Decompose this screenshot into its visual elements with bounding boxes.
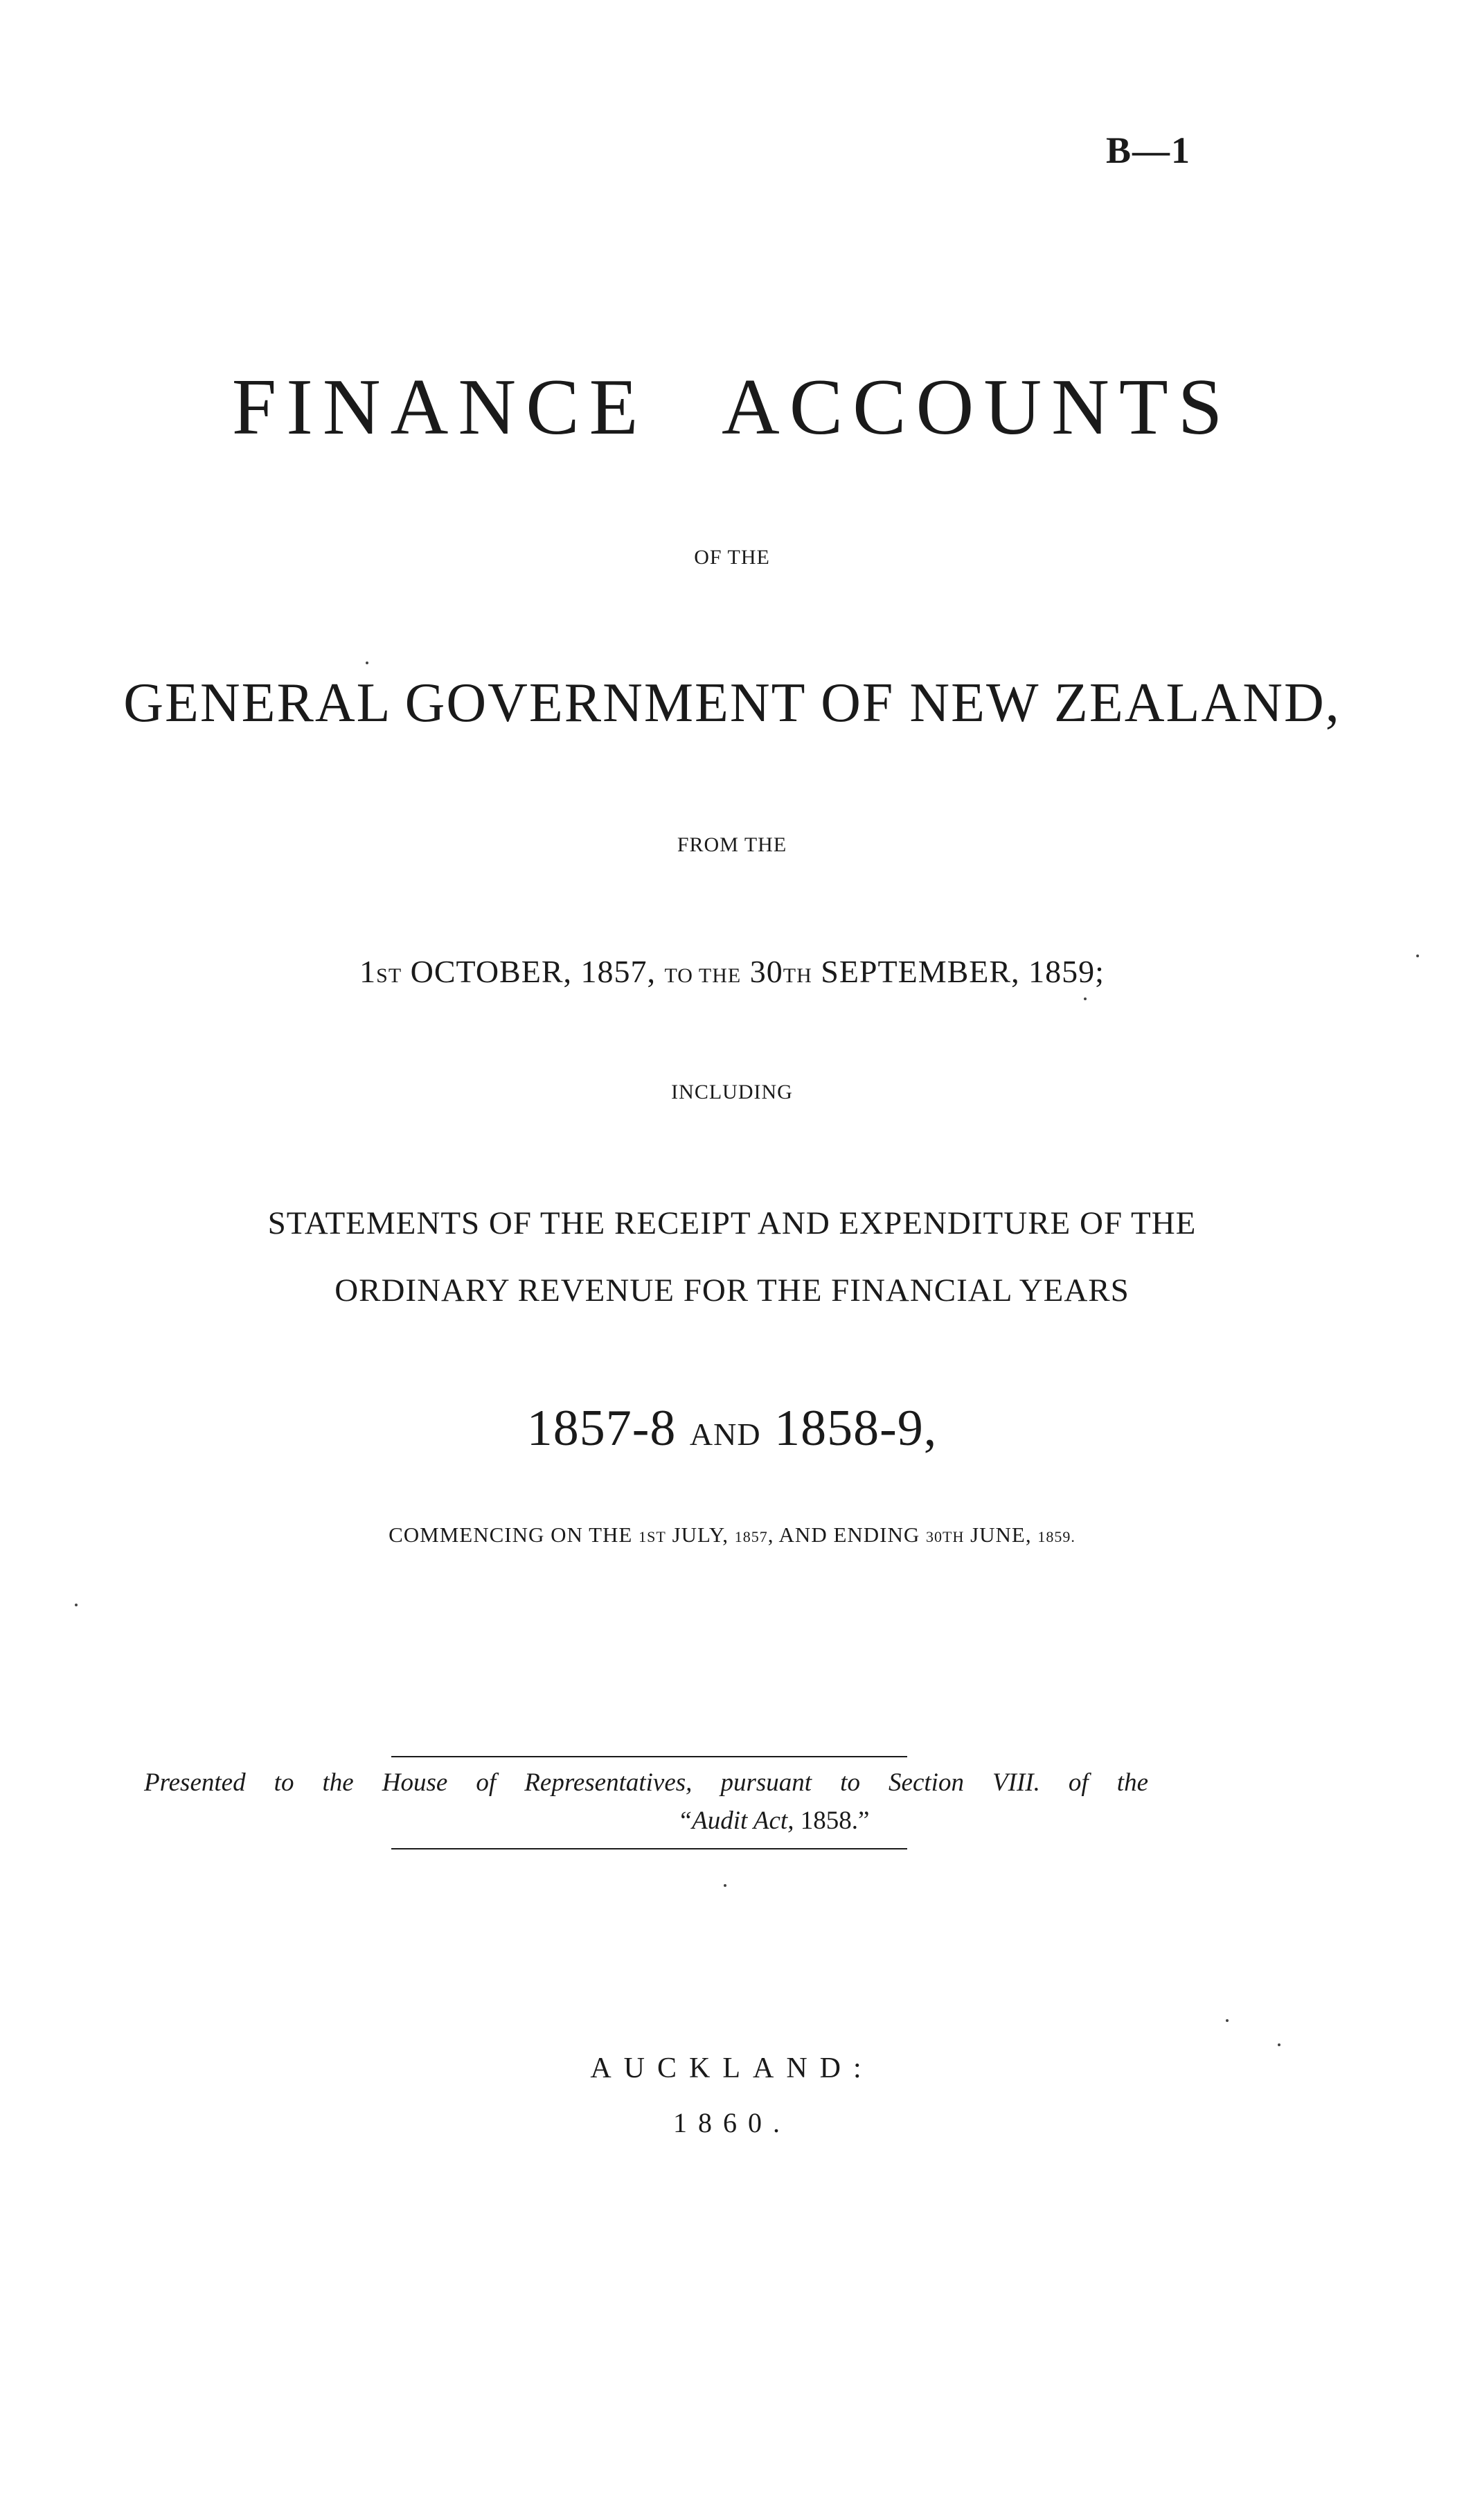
period-end-day: 30	[741, 954, 783, 989]
bottom-rule	[391, 1848, 907, 1849]
period-start-day: 1	[359, 954, 377, 989]
period-line	[0, 956, 1464, 988]
year-second: 1858-9,	[760, 1400, 938, 1457]
commencing-part4: JUNE,	[964, 1523, 1038, 1547]
year-first: 1857-8	[526, 1400, 690, 1457]
document-title: FINANCE ACCOUNTS	[231, 363, 1233, 452]
print-speck	[366, 662, 368, 664]
statement-line-1: STATEMENTS OF THE RECEIPT AND EXPENDITURE OF THE	[267, 1205, 1197, 1241]
financial-years	[0, 1400, 1464, 1457]
print-speck	[1416, 955, 1419, 957]
print-speck	[1278, 2043, 1280, 2046]
year-of-printing: 1860.	[673, 2107, 791, 2138]
from-the-label: FROM THE	[677, 833, 787, 856]
print-speck	[1084, 997, 1087, 1000]
document-reference: B—1	[1105, 130, 1191, 171]
statement-line-2: ORDINARY REVENUE FOR THE FINANCIAL YEARS	[334, 1272, 1130, 1308]
presented-line-1: Presented to the House of Representatives, pursuant to Section VIII. of the	[144, 1768, 1148, 1797]
audit-act-year: 1858.”	[800, 1807, 870, 1835]
period-start-suffix: ST	[376, 964, 402, 987]
commencing-second-ordinal: 30TH	[926, 1528, 965, 1545]
print-speck	[1226, 2019, 1229, 2022]
print-speck	[75, 1604, 78, 1606]
commencing-part1: COMMENCING ON THE	[389, 1523, 639, 1547]
presented-line-2	[42, 1808, 1464, 1834]
including-label: INCLUDING	[671, 1081, 793, 1103]
commencing-year1: 1857	[734, 1528, 768, 1545]
print-speck	[724, 1884, 726, 1887]
of-the-label: OF THE	[694, 546, 770, 569]
period-to-the: TO THE	[664, 964, 742, 987]
period-end-suffix: TH	[783, 964, 812, 987]
commencing-year2: 1859.	[1037, 1528, 1075, 1545]
commencing-part3: , AND ENDING	[767, 1523, 927, 1547]
commencing-line	[0, 1524, 1464, 1545]
place-of-printing: AUCKLAND:	[590, 2052, 874, 2084]
commencing-part2: JULY,	[666, 1523, 735, 1547]
audit-act-name: “Audit Act,	[677, 1807, 801, 1835]
year-and: AND	[689, 1417, 761, 1452]
top-rule	[391, 1756, 907, 1757]
commencing-first-ordinal: 1ST	[639, 1528, 666, 1545]
period-end-month: SEPTEMBER, 1859;	[812, 954, 1105, 989]
period-start-month: OCTOBER, 1857,	[402, 954, 665, 989]
government-heading: GENERAL GOVERNMENT OF NEW ZEALAND,	[123, 673, 1341, 734]
